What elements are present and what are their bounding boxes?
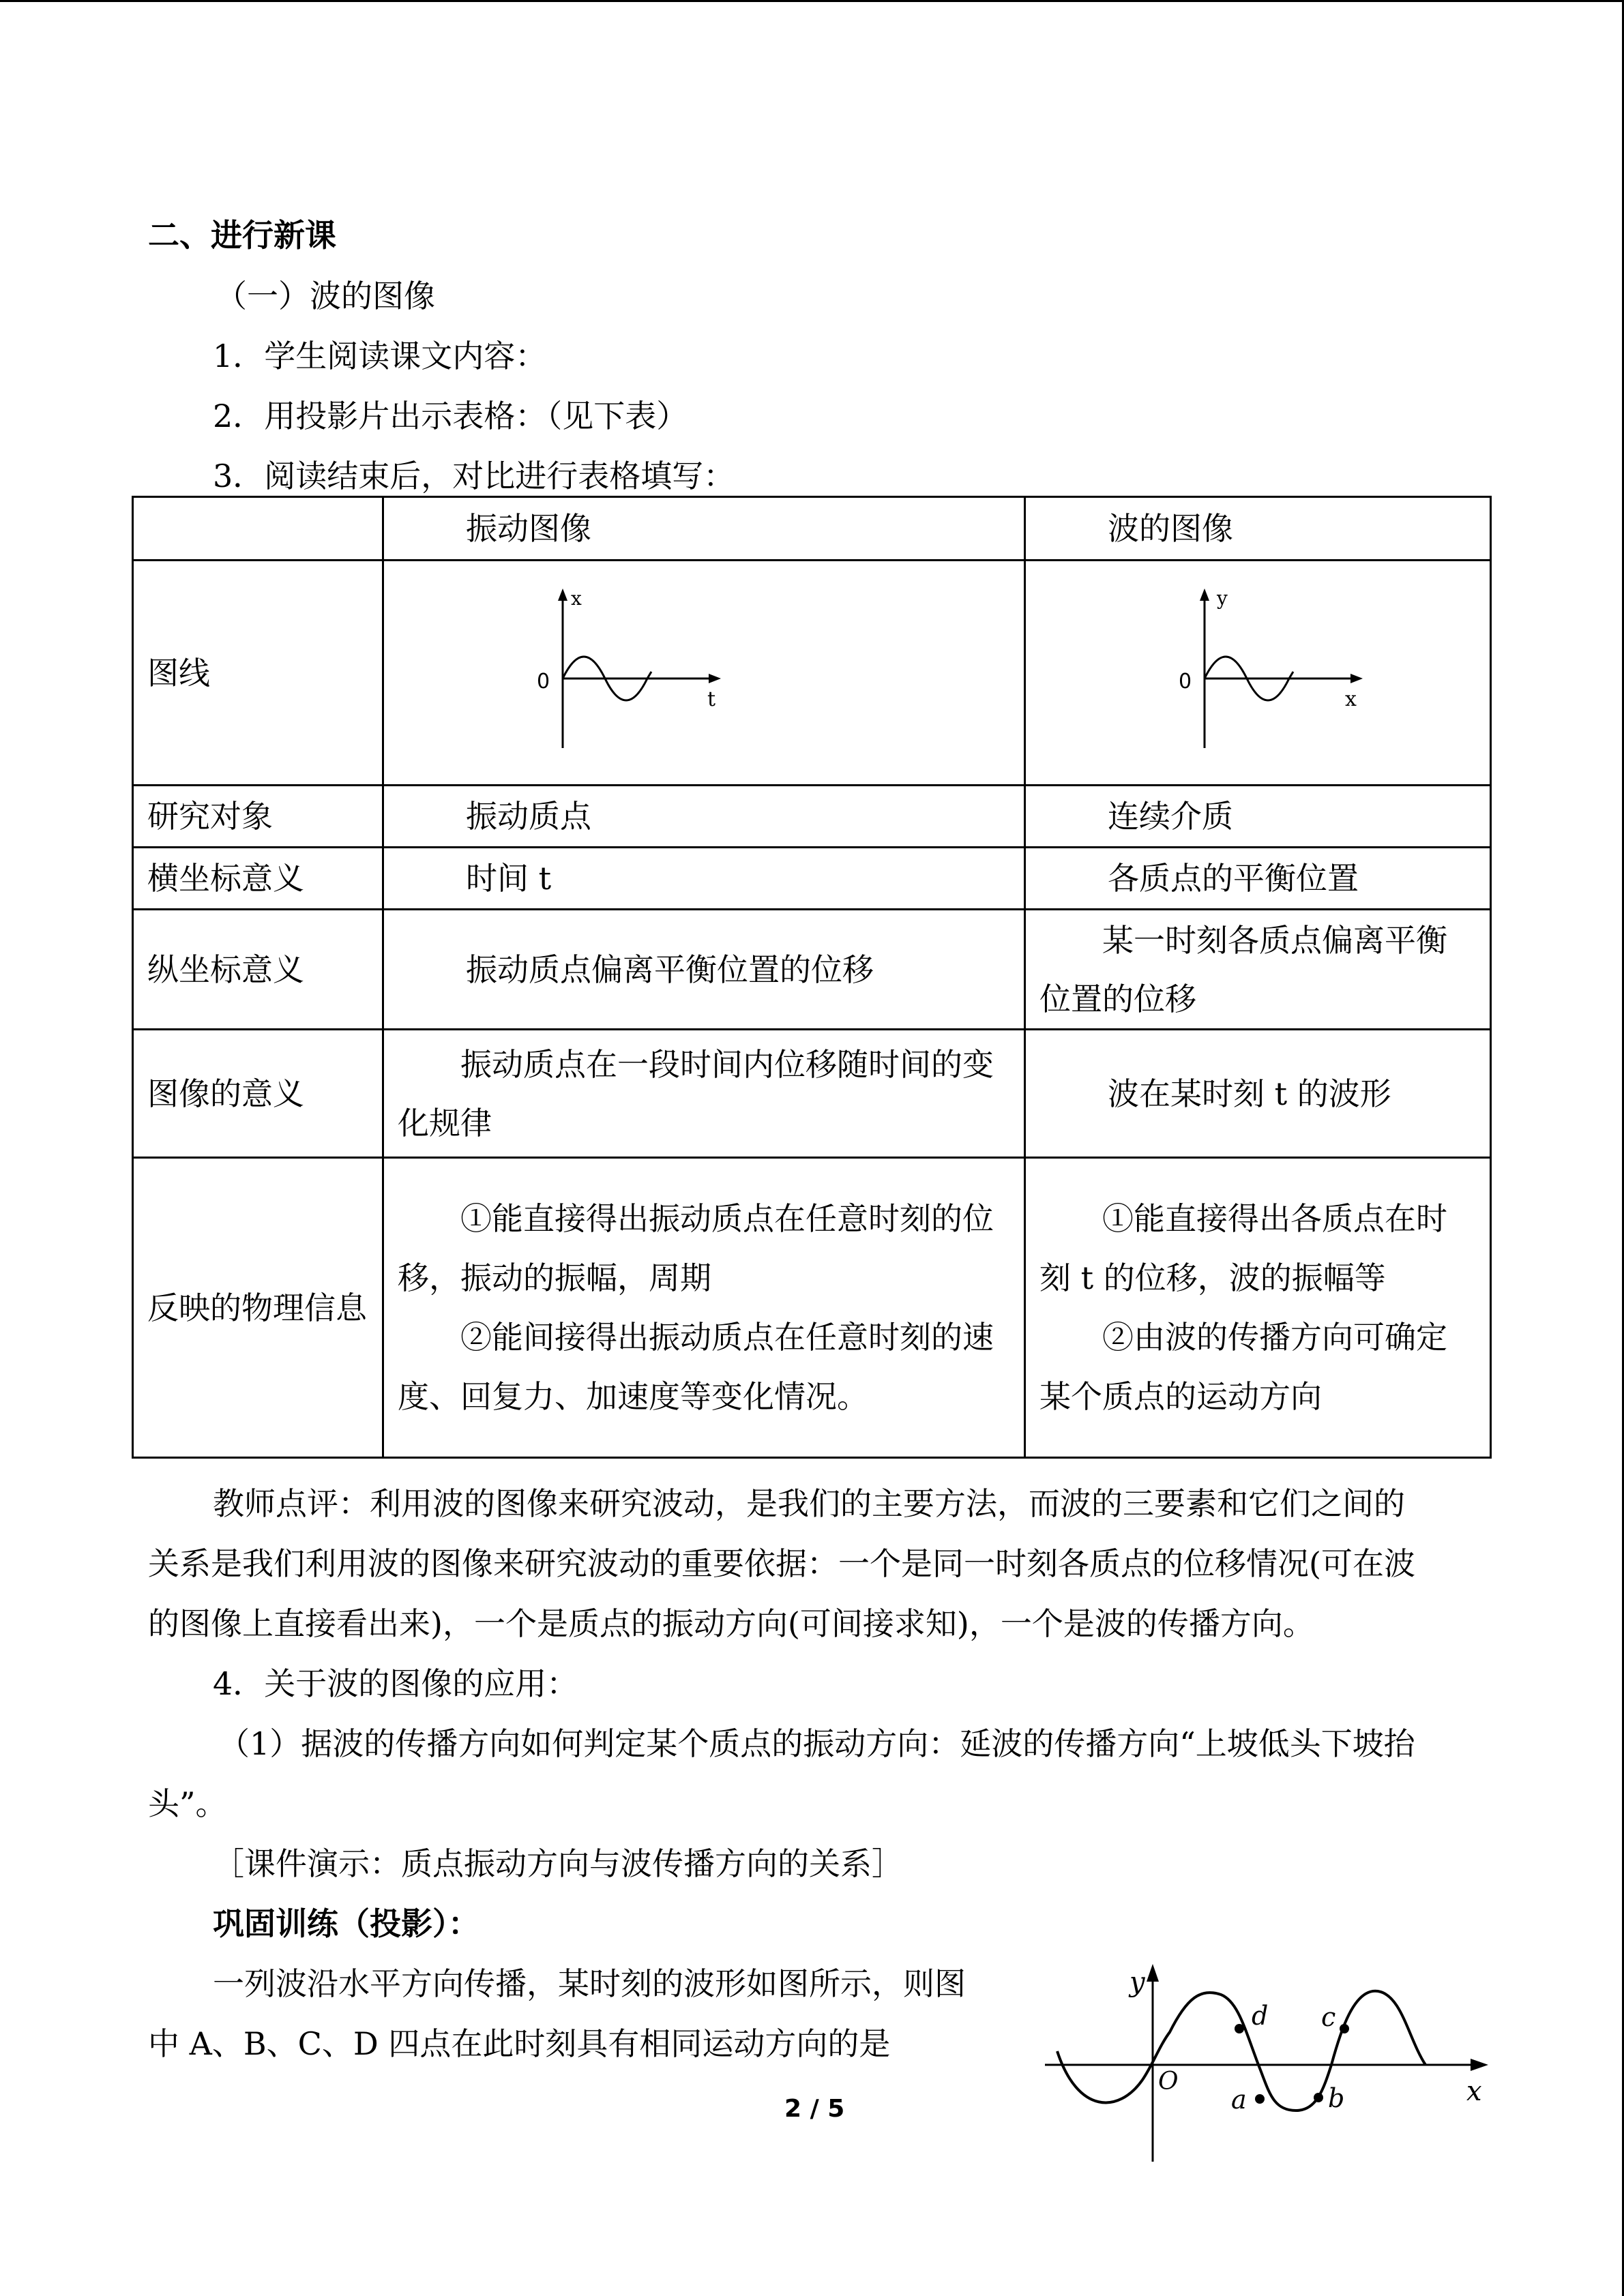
- header-wave: 波的图像: [1025, 497, 1491, 561]
- header-vibration: 振动图像: [383, 497, 1025, 561]
- cell-vib-object: 振动质点: [383, 786, 1025, 848]
- comparison-table: [132, 496, 1492, 1459]
- graph-row-label: 图线: [133, 561, 383, 786]
- header-empty-cell: [133, 497, 383, 561]
- comment-line-2: 关系是我们利用波的图像来研究波动的重要依据：一个是同一时刻各质点的位移情况(可在波: [148, 1545, 1415, 1582]
- row-label-info: 反映的物理信息: [133, 1158, 383, 1458]
- fig-point-b: [1314, 2093, 1323, 2102]
- cell-wave-info-2: ②由波的传播方向可确定某个质点的运动方向: [1039, 1318, 1447, 1415]
- table-row: [133, 1030, 1491, 1158]
- table-row: [133, 786, 1491, 848]
- cell-vib-graph-meaning: [383, 1030, 1025, 1158]
- fig-point-d: [1235, 2024, 1244, 2033]
- cell-vib-y-meaning: 振动质点偏离平衡位置的位移: [383, 910, 1025, 1030]
- step-3: 3．阅读结束后，对比进行表格填写：: [213, 458, 735, 494]
- row-label-object: 研究对象: [133, 786, 383, 848]
- demo-note: ［课件演示：质点振动方向与波传播方向的关系］: [213, 1845, 903, 1882]
- table-row: [133, 1158, 1491, 1458]
- question-line-2: 中 A、B、C、D 四点在此时刻具有相同运动方向的是: [148, 2025, 891, 2062]
- fig-origin-label: O: [1158, 2068, 1179, 2096]
- wave-y-arrow: [1200, 588, 1209, 601]
- application-title: 4．关于波的图像的应用：: [213, 1665, 578, 1702]
- table-row: [133, 848, 1491, 910]
- cell-wave-graph-meaning: 波在某时刻 t 的波形: [1025, 1030, 1491, 1158]
- wave-x-label: x: [1345, 687, 1357, 711]
- question-line-1: 一列波沿水平方向传播，某时刻的波形如图所示，则图: [213, 1965, 966, 2002]
- wave-graph: [1102, 584, 1389, 762]
- wave-origin-label: 0: [1179, 669, 1192, 694]
- cell-wave-info-1: ①能直接得出各质点在时刻 t 的位移，波的振幅等: [1039, 1199, 1447, 1296]
- cell-vib-info-1: ①能直接得出振动质点在任意时刻的位移，振动的振幅，周期: [398, 1199, 994, 1296]
- cell-wave-info: [1025, 1158, 1491, 1458]
- comment-line-1: 教师点评：利用波的图像来研究波动，是我们的主要方法，而波的三要素和它们之间的: [213, 1485, 1405, 1522]
- row-label-x-meaning: 横坐标意义: [133, 848, 383, 910]
- application-item-line-1: （1）据波的传播方向如何判定某个质点的振动方向：延波的传播方向“上坡低头下坡抬: [218, 1725, 1415, 1762]
- wave-y-label: y: [1217, 586, 1228, 610]
- step-2: 2．用投影片出示表格：（见下表）: [213, 398, 688, 434]
- cell-wave-y-meaning-text: 某一时刻各质点偏离平衡位置的位移: [1039, 921, 1447, 1017]
- application-item-line-2: 头”。: [148, 1785, 227, 1822]
- cell-vib-info: [383, 1158, 1025, 1458]
- page-number: 2 / 5: [784, 2095, 845, 2123]
- fig-y-arrow: [1147, 1964, 1159, 1982]
- wave-question-figure: [1037, 1964, 1514, 2168]
- vib-x-label: t: [707, 687, 716, 711]
- vib-x-arrow: [709, 674, 721, 683]
- comment-line-3: 的图像上直接看出来)，一个是质点的振动方向(可间接求知)，一个是波的传播方向。: [148, 1605, 1314, 1642]
- cell-wave-object: 连续介质: [1025, 786, 1491, 848]
- graph-row: [133, 561, 1491, 786]
- row-label-graph-meaning: 图像的意义: [133, 1030, 383, 1158]
- cell-vib-info-2: ②能间接得出振动质点在任意时刻的速度、回复力、加速度等变化情况。: [398, 1318, 994, 1415]
- cell-vib-graph-meaning-text: 振动质点在一段时间内位移随时间的变化规律: [398, 1045, 994, 1142]
- section-title: 二、进行新课: [148, 217, 336, 254]
- fig-label-a: a: [1231, 2085, 1247, 2115]
- wave-graph-cell: [1025, 561, 1491, 786]
- vib-y-label: x: [571, 586, 582, 610]
- fig-x-arrow: [1471, 2059, 1488, 2071]
- fig-label-b: b: [1328, 2083, 1345, 2113]
- fig-label-c: c: [1321, 2002, 1336, 2032]
- vib-origin-label: 0: [537, 669, 550, 694]
- fig-label-d: d: [1252, 2001, 1269, 2031]
- fig-point-a: [1255, 2094, 1265, 2104]
- table-row: [133, 910, 1491, 1030]
- table-header-row: [133, 497, 1491, 561]
- vibration-graph-cell: [383, 561, 1025, 786]
- practice-title: 巩固训练（投影）：: [213, 1905, 479, 1942]
- wave-x-arrow: [1350, 674, 1363, 683]
- fig-y-label: y: [1130, 1967, 1145, 1998]
- cell-vib-x-meaning: 时间 t: [383, 848, 1025, 910]
- step-1: 1．学生阅读课文内容：: [213, 338, 547, 374]
- subsection-title: （一）波的图像: [216, 278, 435, 314]
- cell-wave-y-meaning: [1025, 910, 1491, 1030]
- vib-y-arrow: [558, 588, 567, 601]
- row-label-y-meaning: 纵坐标意义: [133, 910, 383, 1030]
- page-top-border: [0, 0, 1624, 2]
- fig-x-label: x: [1466, 2076, 1482, 2107]
- cell-wave-x-meaning: 各质点的平衡位置: [1025, 848, 1491, 910]
- fig-point-c: [1340, 2024, 1349, 2033]
- vibration-graph: [460, 584, 747, 762]
